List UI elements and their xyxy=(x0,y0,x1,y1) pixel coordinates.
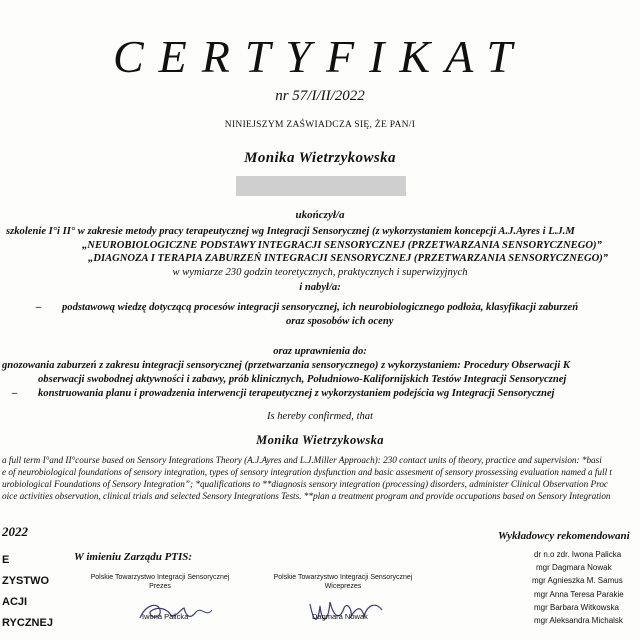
signer-1-name: Iwona Palicka xyxy=(142,612,189,621)
board-label: W imieniu Zarządu PTIS: xyxy=(74,551,193,563)
completed-label: ukończył/a xyxy=(295,209,345,221)
recipient-name-en: Monika Wietrzykowska xyxy=(256,433,384,447)
qualification-item-3-bullet: – xyxy=(12,388,18,399)
qualification-item-3: konstruowania planu i prowadzenia interwencji terapeutycznej z wykorzystaniem podejścia wg Integracji Sensorycznej xyxy=(38,388,555,399)
english-line-4: oice activities observation, clinical trials and selected Sensory Integrations Tests. **plan a treatment program and provide occupations based on Sensory Integration xyxy=(2,491,611,501)
org-line: ACJI xyxy=(2,596,28,608)
confirmation-statement-pl: NINIEJSZYM ZAŚWIADCZA SIĘ, ŻE PAN/I xyxy=(224,120,416,130)
org-line: E xyxy=(2,554,10,566)
redacted-field xyxy=(236,176,406,196)
organization-logo-text xyxy=(2,550,53,634)
acquired-label: i nabył/a: xyxy=(299,282,341,293)
lecturer-item: dr n.o zdr. Iwona Palicka xyxy=(534,550,622,559)
signer-2-role: Wiceprezes xyxy=(324,583,362,590)
lecturers-heading: Wykładowcy rekomendowani xyxy=(498,530,630,542)
lecturers-list xyxy=(532,548,624,627)
hours-statement: w wymiarze 230 godzin teoretycznych, praktycznych i superwizyjnych xyxy=(172,267,468,278)
knowledge-bullet: – xyxy=(36,302,42,313)
signer-1-role: Prezes xyxy=(149,583,171,590)
org-line: ZYSTWO xyxy=(2,575,50,587)
signer-block-2 xyxy=(268,574,418,590)
org-line: RYCZNEJ xyxy=(2,617,53,629)
signature-2 xyxy=(306,594,388,628)
lecturer-item: mgr Barbara Witkowska xyxy=(534,602,619,612)
course-title-1: „NEUROBIOLOGICZNE PODSTAWY INTEGRACJI SENSORYCZNEJ (PRZETWARZANIA SENSORYCZNEGO)” xyxy=(82,240,602,251)
signer-2-name: Dagmara Nowak xyxy=(312,612,368,621)
issue-date: 2022 xyxy=(2,524,28,539)
signer-block-1 xyxy=(90,574,230,590)
lecturer-item: mgr Aleksandra Michalsk xyxy=(534,616,623,626)
qualification-item-1: gnozowania zaburzeń z zakresu integracji sensorycznej (przetwarzania sensorycznego) z wykorzystaniem: Procedury Obserwacji K xyxy=(2,360,570,371)
qualifications-heading: oraz uprawnienia do: xyxy=(273,346,367,357)
recipient-name-pl: Monika Wietrzykowska xyxy=(244,150,396,166)
confirmation-statement-en: Is hereby confirmed, that xyxy=(266,411,374,422)
signer-1-org: Polskie Towarzystwo Integracji Sensorycznej xyxy=(90,574,230,581)
lecturer-item: mgr Anna Teresa Parakie xyxy=(534,589,624,599)
lecturer-item: mgr Agnieszka M. Samus xyxy=(532,576,623,586)
course-title-2: „DIAGNOZA I TERAPIA ZABURZEŃ INTEGRACJI SENSORYCZNEJ (PRZETWARZANIA SENSORYCZNEGO)” xyxy=(88,253,609,264)
knowledge-line-1: podstawową wiedzę dotyczącą procesów integracji sensorycznej, ich neurobiologicznego podłoża, klasyfikacji zaburzeń xyxy=(62,302,579,313)
signer-2-org: Polskie Towarzystwo Integracji Sensorycznej xyxy=(273,574,413,581)
training-description: szkolenie I°i II° w zakresie metody pracy terapeutycznej wg Integracji Sensorycznej (z wykorzystaniem koncepcji A.J.Ayres i L.J.M xyxy=(6,226,575,237)
knowledge-line-2: oraz sposobów ich oceny xyxy=(286,316,394,327)
lecturer-item: mgr Dagmara Nowak xyxy=(536,563,612,573)
english-line-1: a full term I°and II°course based on Sensory Integrations Theory (A.J.Ayres and L.J.Miller Approach): 230 contact units of theory, practice and supervision: *basi xyxy=(2,455,602,465)
certificate-number: nr 57/I/II/2022 xyxy=(275,88,365,104)
english-line-2: e of neurobiological foundations of sensory integration, types of sensory integration dysfunction and basic assesment of sensory prossessing evaluation named a full t xyxy=(2,467,612,477)
certificate-title: CERTYFIKAT xyxy=(112,31,528,82)
qualification-item-2: obserwacji swobodnej aktywności i zabawy, prób klinicznych, Południowo-Kalifornijskich Testów Integracji Sensorycznej xyxy=(38,374,567,385)
english-line-3: urobiological Foundations of Sensory Integration”; *qualifications to **diagnosis sensory integration (processing) disorders, administer Clinical Observation Proc xyxy=(2,479,609,489)
